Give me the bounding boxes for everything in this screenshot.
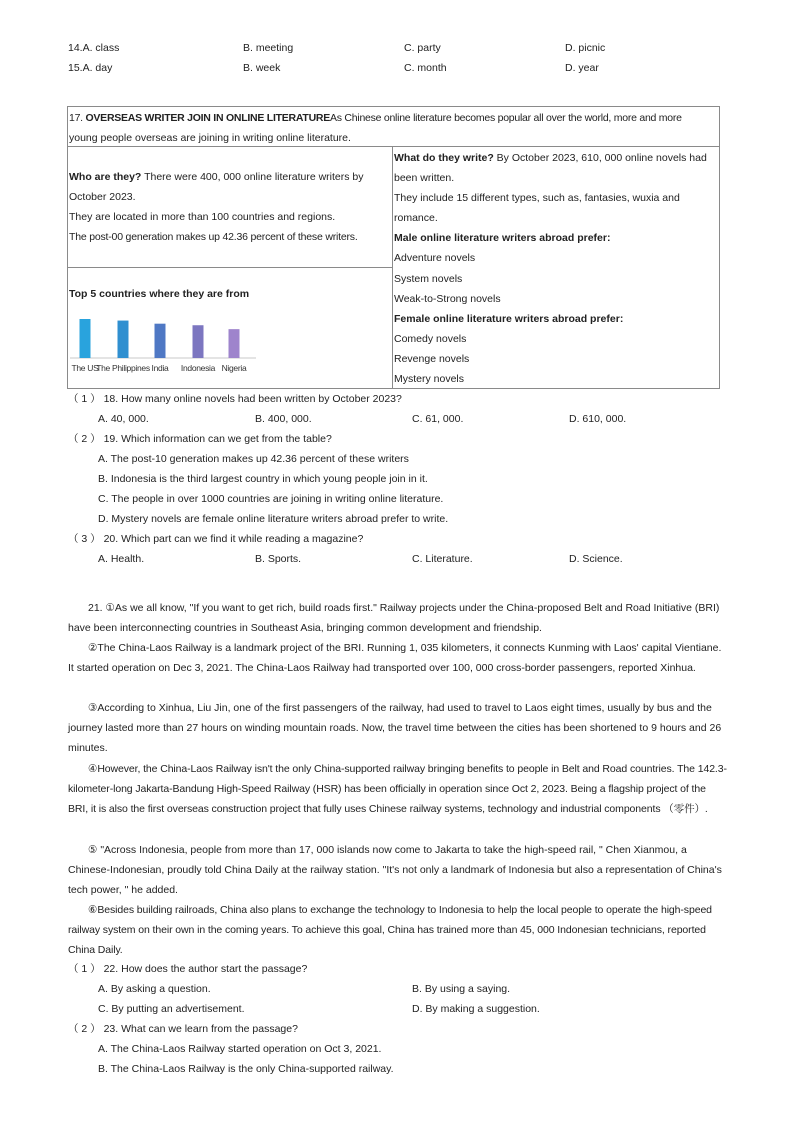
who-line-1: There were 400, 000 online literature writers by <box>141 171 364 183</box>
q18-option-a: A. 40, 000. <box>98 413 149 425</box>
bar-india <box>155 324 166 358</box>
passage-p6-text: ⑥Besides building railroads, China also plans to exchange the technology to Indonesia to help the local people to operate the high-speed railway system on their own in the coming years. To achieve this goal, China has trained more than 45, 000 Indonesian technicians, reported China Daily. <box>68 904 712 957</box>
what-line-2: been written. <box>394 172 455 185</box>
female-item: Comedy novels <box>394 332 467 345</box>
q23-option-a: A. The China-Laos Railway started operation on Oct 3, 2021. <box>98 1043 382 1055</box>
bar-label: The Philippines <box>96 363 150 373</box>
table-title-intro-2: young people overseas are joining in writing online literature. <box>69 132 351 144</box>
q20-option-a: A. Health. <box>98 553 145 565</box>
bar-indonesia <box>193 325 204 358</box>
what-do-they-write-cell <box>393 147 719 388</box>
male-item: Weak-to-Strong novels <box>394 292 501 305</box>
q22-option-c: C. By putting an advertisement. <box>98 1003 245 1015</box>
female-item: Revenge novels <box>394 352 470 365</box>
who-line-2: October 2023. <box>69 191 136 203</box>
q14-options <box>68 40 728 56</box>
passage-p4-text: ④However, the China-Laos Railway isn't the only China-supported railway bringing benefits to people in Belt and Road countries. The 142.3-kilometer-long Jakarta-Bandung High-Speed Railway (HSR) has been officially in operation since Oct 2, 2023. Being a flagship project of the BRI, it is also the first overseas construction project that fully uses Chinese railway systems, technology and industrial components （零件）. <box>68 763 727 816</box>
bar-label: Nigeria <box>221 363 247 373</box>
q22-options-row-2 <box>68 1001 728 1017</box>
who-heading: Who are they? <box>69 171 142 183</box>
q18-option-b: B. 400, 000. <box>255 413 312 425</box>
q19-option-c: C. The people in over 1000 countries are joining in writing online literature. <box>98 493 444 505</box>
q20-stem: （ 3 ） 20. Which part can we find it while reading a magazine? <box>68 533 364 545</box>
table-left-column <box>68 147 393 388</box>
table-title-number: 17. <box>69 112 86 124</box>
male-item: System novels <box>394 272 463 285</box>
table-title-heading: OVERSEAS WRITER JOIN IN ONLINE LITERATURE <box>85 112 331 124</box>
passage-paragraph-3 <box>68 698 728 758</box>
q14-option-a: 14.A. class <box>68 42 120 54</box>
q18-stem: （ 1 ） 18. How many online novels had been written by October 2023? <box>68 393 402 405</box>
chart-title: Top 5 countries where they are from <box>69 288 250 300</box>
q14-option-c: C. party <box>404 42 441 54</box>
male-item: Adventure novels <box>394 252 476 265</box>
what-heading: What do they write? <box>394 152 494 164</box>
passage-p3-text: ③According to Xinhua, Liu Jin, one of the first passengers of the railway, had used to travel to Laos eight times, usually by bus and the journey lasted more than 27 hours on winding mountain roads. Now, the travel time between the cities has been shortened to 9 hours and 26 minutes. <box>68 702 722 755</box>
q15-option-b: B. week <box>243 62 281 74</box>
q15-option-c: C. month <box>404 62 447 74</box>
table-title-intro-1: As Chinese online literature becomes popular all over the world, more and more <box>330 112 682 124</box>
who-are-they-cell <box>68 147 392 268</box>
q20-option-c: C. Literature. <box>412 553 473 565</box>
q19-option-b: B. Indonesia is the third largest country in which young people join in it. <box>98 473 428 485</box>
q20-options <box>68 551 728 567</box>
bar-label: The US <box>71 363 99 373</box>
q23-stem: （ 2 ） 23. What can we learn from the passage? <box>68 1023 298 1035</box>
bar-label: Indonesia <box>180 363 216 373</box>
q14-option-b: B. meeting <box>243 42 294 54</box>
q22-options-row-1 <box>68 981 728 997</box>
passage-paragraph-4 <box>68 759 728 819</box>
bar-the-philippines <box>118 321 129 358</box>
reading-table <box>67 106 720 389</box>
q22-stem: （ 1 ） 22. How does the author start the passage? <box>68 963 308 975</box>
who-line-3: They are located in more than 100 countries and regions. <box>69 211 336 223</box>
what-line-3: They include 15 different types, such as, fantasies, wuxia and <box>394 192 680 205</box>
top-countries-cell <box>68 268 392 388</box>
q22-option-b: B. By using a saying. <box>412 983 511 995</box>
q18-options <box>68 411 728 427</box>
q23-option-b: B. The China-Laos Railway is the only China-supported railway. <box>98 1063 394 1075</box>
passage-paragraph-6 <box>68 900 728 960</box>
table-title <box>68 107 719 147</box>
countries-bar-chart <box>70 312 260 378</box>
bar-nigeria <box>229 329 240 358</box>
passage-p2-text: ②The China-Laos Railway is a landmark project of the BRI. Running 1, 035 kilometers, it connects Kunming with Laos' capital Vientiane. It started operation on Dec 3, 2021. The China-Laos Railway had transported over 100, 000 cross-border passengers, reported Xinhua. <box>68 642 722 675</box>
q15-options <box>68 60 728 76</box>
passage-paragraph-5 <box>68 840 728 900</box>
q18-option-c: C. 61, 000. <box>412 413 464 425</box>
q22-option-d: D. By making a suggestion. <box>412 1003 540 1015</box>
q20-option-d: D. Science. <box>569 553 623 565</box>
q22-option-a: A. By asking a question. <box>98 983 211 995</box>
q18-option-d: D. 610, 000. <box>569 413 627 425</box>
q19-option-a: A. The post-10 generation makes up 42.36 percent of these writers <box>98 453 409 465</box>
passage-paragraph-2 <box>68 638 728 678</box>
female-item: Mystery novels <box>394 373 465 386</box>
q19-stem: （ 2 ） 19. Which information can we get from the table? <box>68 433 332 445</box>
passage-p1-text: 21. ①As we all know, "If you want to get rich, build roads first." Railway projects under the China-proposed Belt and Road Initiative (BRI) have been interconnecting countries in Southeast Asia, bringing common development and friendship. <box>68 602 720 635</box>
bar-the-us <box>80 319 91 358</box>
what-line-1: By October 2023, 610, 000 online novels had <box>493 152 707 164</box>
q20-option-b: B. Sports. <box>255 553 302 565</box>
q15-option-d: D. year <box>565 62 599 74</box>
q14-option-d: D. picnic <box>565 42 606 54</box>
male-prefer-heading: Male online literature writers abroad prefer: <box>394 232 611 245</box>
female-prefer-heading: Female online literature writers abroad prefer: <box>394 312 624 325</box>
q15-option-a: 15.A. day <box>68 62 113 74</box>
q19-option-d: D. Mystery novels are female online literature writers abroad prefer to write. <box>98 513 449 525</box>
what-line-4: romance. <box>394 212 438 225</box>
passage-p5-text: ⑤ "Across Indonesia, people from more than 17, 000 islands now come to Jakarta to take the high-speed rail, " Chen Xianmou, a Chinese-Indonesian, proudly told China Daily at the railway station. "It's not only a landmark of Indonesia but also a representation of China's tech power, " he added. <box>68 844 722 897</box>
bar-label: India <box>151 363 169 373</box>
who-line-4: The post-00 generation makes up 42.36 percent of these writers. <box>69 231 358 243</box>
passage-paragraph-1 <box>68 598 728 638</box>
